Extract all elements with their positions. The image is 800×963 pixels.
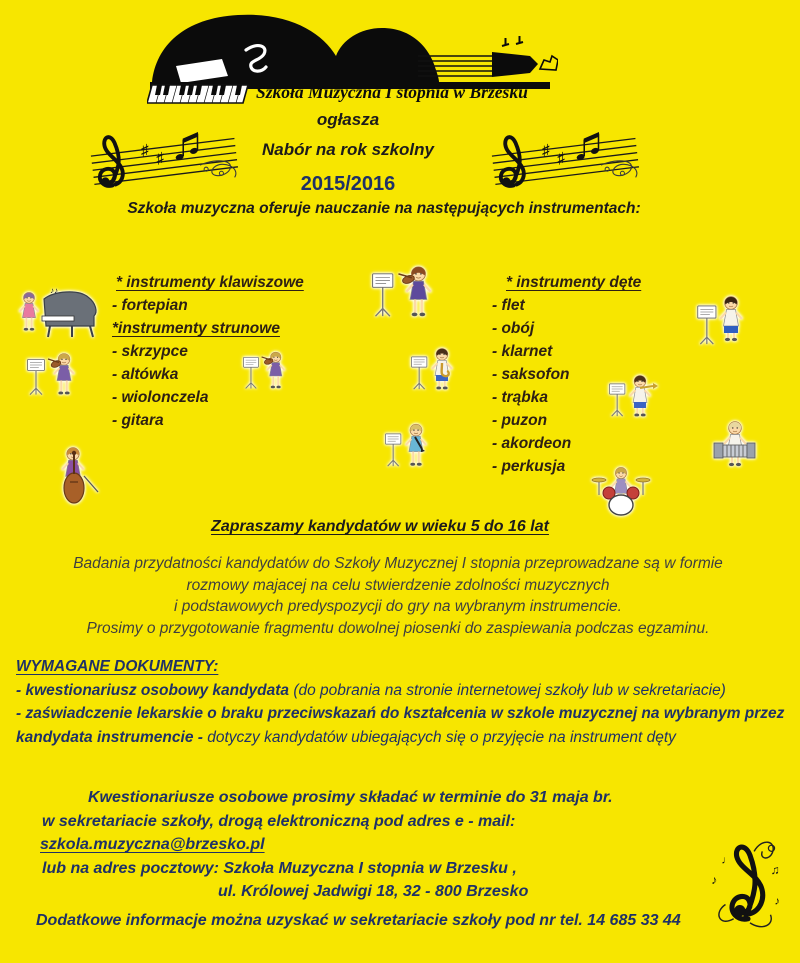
girl-playing-grand-piano-illustration xyxy=(16,283,100,339)
required-documents-title: WYMAGANE DOKUMENTY: xyxy=(16,658,219,675)
doc2-bold-text: - zaświadczenie lekarskie o braku przeciwskazań do kształcenia w szkole muzycznej na wybranym przez kandydata instrumencie - xyxy=(16,705,785,746)
exam-info-line: rozmowy majacej na celu stwierdzenie zdolności muzycznych xyxy=(186,576,610,594)
treble-clef-notes-left-icon xyxy=(86,112,254,202)
footer-info-line: Dodatkowe informacje można uzyskać w sekretariacie szkoły pod nr tel. 14 685 33 44 xyxy=(36,912,681,929)
invitation-text: Zapraszamy kandydatów w wieku 5 do 16 lat xyxy=(211,518,549,535)
instrument-list-item: - saksofon xyxy=(492,366,570,383)
instrument-list-item: * instrumenty dęte xyxy=(506,274,642,291)
exam-info-paragraph xyxy=(0,553,796,639)
instrument-list-item: - altówka xyxy=(112,366,179,383)
svg-text:♪♪: ♪♪ xyxy=(50,286,58,295)
submission-deadline-line: Kwestionariusze osobowe prosimy składać w terminie do 31 maja br. xyxy=(88,789,613,806)
instrument-list-item: - gitara xyxy=(112,412,164,429)
required-document-item-2 xyxy=(16,702,794,748)
kid-playing-accordion-illustration xyxy=(703,420,767,490)
instrument-list-item: - obój xyxy=(492,320,535,337)
instrument-list-item: - wiolonczela xyxy=(112,389,209,406)
instrument-list-item: - trąbka xyxy=(492,389,548,406)
exam-info-line: i podstawowych predyspozycji do gry na wybranym instrumencie. xyxy=(174,598,622,616)
announces-line: ogłasza xyxy=(316,110,380,129)
instrument-list-item: - perkusja xyxy=(492,458,566,475)
invitation-line xyxy=(20,518,740,536)
ornate-treble-clef-icon xyxy=(703,820,795,944)
exam-info-line: Badania przydatności kandydatów do Szkoły Muzycznej I stopnia przeprowadzane są w formie xyxy=(73,555,723,572)
recruitment-line: Nabór na rok szkolny xyxy=(262,140,434,159)
street-address-line: ul. Królowej Jadwigi 18, 32 - 800 Brzesko xyxy=(218,883,529,901)
instrument-list-item: - fortepian xyxy=(112,297,188,314)
girl-playing-clarinet-illustration xyxy=(384,422,432,478)
boy-at-music-stand-illustration xyxy=(696,294,746,364)
required-document-item-1 xyxy=(16,679,794,702)
kid-playing-drums-illustration xyxy=(590,466,652,516)
piano-keyboard-icon xyxy=(147,84,249,104)
instrument-list-item: - puzon xyxy=(492,412,548,429)
submission-section xyxy=(40,786,766,904)
required-documents-section xyxy=(16,655,794,749)
kid-playing-cello-illustration xyxy=(46,446,106,510)
exam-info-line: Prosimy o przygotowanie fragmentu dowolnej piosenki do zaspiewania podczas egzaminu. xyxy=(86,619,710,637)
school-year: 2015/2016 xyxy=(300,173,396,195)
school-name: Szkoła Muzyczna I stopnia w Brzesku xyxy=(256,82,528,102)
grand-piano-logo-graphic xyxy=(150,6,558,92)
instrument-list-item: *instrumenty strunowe xyxy=(112,320,280,337)
instrument-list-item: - akordeon xyxy=(492,435,572,452)
boy-playing-trumpet-illustration xyxy=(608,374,660,426)
treble-clef-notes-right-icon xyxy=(487,112,655,202)
instrument-list-item: - flet xyxy=(492,297,525,314)
girl-violin-at-stand-illustration xyxy=(242,349,290,395)
doc2-regular-text: dotyczy kandydatów ubiegających się o przyjęcie na instrument dęty xyxy=(207,728,676,746)
postal-address-line: lub na adres pocztowy: Szkoła Muzyczna I stopnia w Brzesku , xyxy=(42,859,517,877)
girl-playing-violin-illustration xyxy=(26,350,80,402)
instrument-list-item: - klarnet xyxy=(492,343,553,360)
instrument-list-item: - skrzypce xyxy=(112,343,188,360)
doc1-bold-text: - kwestionariusz osobowy kandydata xyxy=(16,682,290,700)
boy-playing-saxophone-illustration xyxy=(410,347,458,399)
submission-method-line: w sekretariacie szkoły, drogą elektroniczną pod adres e - mail: xyxy=(42,812,516,830)
doc1-regular-text: (do pobrania na stronie internetowej szkoły lub w sekretariacie) xyxy=(289,682,726,700)
instrument-list-item: * instrumenty klawiszowe xyxy=(116,274,304,291)
girl-violin-at-stand-large-illustration xyxy=(370,265,438,325)
email-link[interactable]: szkola.muzyczna@brzesko.pl xyxy=(40,836,265,854)
offer-line: Szkoła muzyczna oferuje nauczanie na następujących instrumentach: xyxy=(127,200,641,217)
